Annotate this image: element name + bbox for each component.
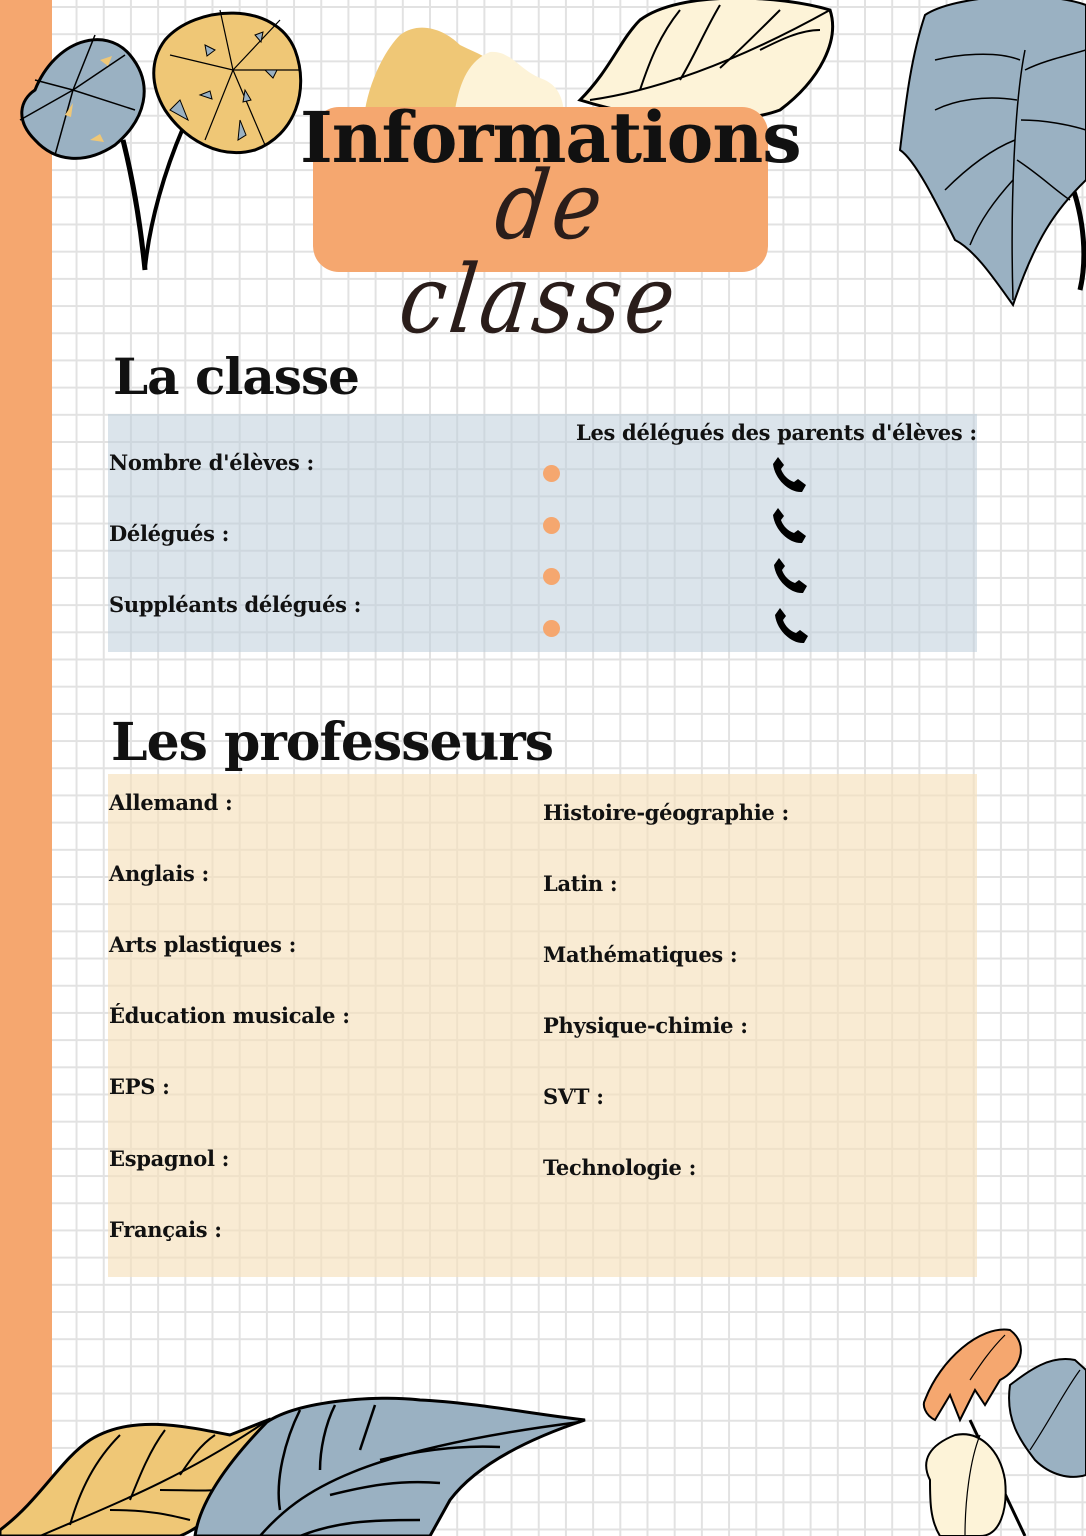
phone-icon [770, 455, 810, 495]
prof-label-anglais: Anglais : [109, 861, 209, 886]
round-leaves-illustration [5, 0, 305, 280]
bullet-dot-1 [543, 465, 560, 482]
phone-icon [771, 556, 811, 596]
bottom-right-leaves-illustration [910, 1310, 1086, 1536]
phone-icon [772, 606, 812, 646]
bottom-leaves-illustration [0, 1380, 600, 1536]
field-label-delegues: Délégués : [109, 521, 230, 546]
prof-label-technologie: Technologie : [543, 1155, 697, 1180]
prof-label-arts-plastiques: Arts plastiques : [109, 932, 297, 957]
prof-label-physique-chimie: Physique-chimie : [543, 1013, 748, 1038]
section-title-professeurs: Les professeurs [111, 712, 554, 773]
bullet-dot-3 [543, 568, 560, 585]
prof-label-eps: EPS : [109, 1074, 170, 1099]
prof-label-espagnol: Espagnol : [109, 1146, 230, 1171]
prof-label-latin: Latin : [543, 871, 618, 896]
prof-label-mathematiques: Mathématiques : [543, 942, 738, 967]
page-title: Informations [300, 96, 801, 179]
prof-label-education-musicale: Éducation musicale : [109, 1003, 350, 1028]
prof-label-allemand: Allemand : [109, 790, 233, 815]
field-label-suppleants: Suppléants délégués : [109, 592, 362, 617]
field-label-nombre-eleves: Nombre d'élèves : [109, 450, 315, 475]
bullet-dot-4 [543, 620, 560, 637]
parents-delegues-heading: Les délégués des parents d'élèves : [576, 420, 977, 445]
prof-label-histoire-geographie: Histoire-géographie : [543, 800, 789, 825]
bullet-dot-2 [543, 517, 560, 534]
section-title-classe: La classe [113, 347, 359, 406]
prof-label-francais: Français : [109, 1217, 222, 1242]
phone-icon [770, 506, 810, 546]
monstera-leaf-illustration [895, 0, 1086, 310]
prof-label-svt: SVT : [543, 1084, 604, 1109]
page-subtitle: de classe [393, 151, 685, 356]
